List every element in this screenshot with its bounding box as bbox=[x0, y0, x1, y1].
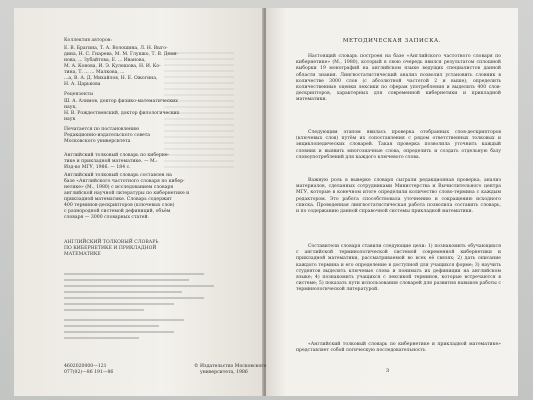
reviewer-line: наук, bbox=[64, 105, 77, 110]
publish-note-line: Редакционно-издательского совета bbox=[64, 133, 151, 138]
author-line: тина, Т. ... ... Малкова, ... bbox=[64, 70, 125, 75]
bib-line: Английский толковый словарь составлен на bbox=[64, 173, 172, 178]
author-line: нова, ... Зубайтова, Е. ... Иванова, bbox=[64, 58, 146, 63]
author-line: ...а, В. А. Д. Михайлов, Н. Е. Ожогина, bbox=[64, 76, 158, 81]
reviewers-heading: Рецензенты bbox=[64, 92, 94, 97]
page-number: 3 bbox=[386, 368, 390, 374]
left-page bbox=[14, 8, 267, 396]
body-paragraph: Важную роль в выверке словаря сыграли редакционная проверка, анализ материалов, сделанных сотрудниками Министерства и Вычислительного центра МГУ, которые в конечном итоге определили количество слово-термина с каждым редактором. Это работа способствовала уточнению и сокращению исходного списка. Проведенная лингвостатистическая работа позволила составить словарь, и по содержанию данной справочной системы прикладной математики. bbox=[296, 178, 501, 215]
open-book bbox=[14, 8, 518, 396]
copyright-line: университета, 1986 bbox=[200, 370, 248, 375]
copyright-line: © Издательство Московского bbox=[194, 364, 267, 369]
bib-line: базе «Английского частотного словаря по кибер- bbox=[64, 179, 185, 184]
body-paragraph: «Английский толковый словарь по кибернетике и прикладной математике» представляет собой логическую последовательность bbox=[296, 342, 501, 354]
bib-line: с разнородной системой дефиниций, объём bbox=[64, 209, 171, 214]
publish-note-line: Печатается по постановлению bbox=[64, 127, 140, 132]
bib-line: Изд-во МГУ, 1986. — 184 с. bbox=[64, 165, 131, 170]
author-line: М. А. Конова, И. Э. Кулешова, Н. И. Ко- bbox=[64, 64, 161, 69]
bib-line: тике и прикладной математике. — М.: bbox=[64, 159, 158, 164]
page-heading: МЕТОДИЧЕСКАЯ ЗАПИСКА. bbox=[342, 38, 442, 44]
reviewer-line: Ш. А. Алимов, доктор физико-математических bbox=[64, 99, 178, 104]
reviewer-line: наук bbox=[64, 117, 76, 122]
bib-line: прикладной математике. Словарь содержит bbox=[64, 197, 172, 202]
author-line: Н. А. Царькова bbox=[64, 82, 101, 87]
body-paragraph: Настоящий словарь построен на базе «Английского частотного словаря по кибернетике» (М., 1980), который в свою очередь явился результатом сплошной выборки 19 монографий на английском языке ведущих специалистов данной области знания. Лингвостатистический анализ позволил установить словник в количестве 3000 слов (с абсолютной частотой 2 и выше), определить количественные оценки лексики по сферам употребления и выделить 400 слов-дескрипторов, характерных для современной кибернетики и прикладной математики. bbox=[296, 54, 501, 103]
title-block-line: АНГЛИЙСКИЙ ТОЛКОВЫЙ СЛОВАРЬ bbox=[64, 240, 159, 245]
right-page bbox=[266, 8, 518, 396]
bib-line: словаря — 3000 словарных статей. bbox=[64, 215, 150, 220]
imprint-lines-graphic bbox=[64, 270, 224, 350]
bib-line: английской научной литературы по кибернетике и bbox=[64, 191, 190, 196]
bib-line: нетике» (М., 1980) с исследованием словаря bbox=[64, 185, 174, 190]
author-line: Е. В. Брагина, Т. А. Волошина, Л. Н. Выго- bbox=[64, 46, 168, 51]
body-paragraph: Следующим этапом явилась проверка отобранных слов-дескрипторов (ключевых слов) путём их сопоставления с рядом ответственных толковых и энциклопедических словарей. Такая проверка позволила уточнить каждый словник и выявить многозначные слова, определить и создать отдельную базу словоупотреблений для каждого ключевого слова. bbox=[296, 130, 501, 160]
title-block-line: ПО КИБЕРНЕТИКЕ И ПРИКЛАДНОЙ bbox=[64, 246, 157, 251]
bib-line: 400 терминов-дескрипторов (ключевых слов) bbox=[64, 203, 175, 208]
collective-heading: Коллектив авторов: bbox=[64, 38, 112, 43]
reviewer-line: Н. В. Рождественский, доктор филологических bbox=[64, 111, 180, 116]
catalog-line: 4602020000—121 bbox=[64, 364, 107, 369]
author-line: дина, Н. С. Гнарева, М. М. Глушко, Т. В. Демя- bbox=[64, 52, 179, 57]
bib-line: Английский толковый словарь по киберне- bbox=[64, 153, 170, 158]
publish-note-line: Московского университета bbox=[64, 139, 131, 144]
catalog-line: 077(02)—86 191—86 bbox=[64, 370, 114, 375]
title-block-line: МАТЕМАТИКЕ bbox=[64, 252, 101, 257]
body-paragraph: Составители словаря ставили следующие цели: 1) познакомить обучающихся с английской терминологической системой современной кибернетики и прикладной математики, рассматриваемой во всех её связях; 2) дать описание каждого термина и его определение в доступной для учащихся форме; 3) научить студентов выделять ключевые слова и понимать их дефиниции на английском языке; 4) познакомить учащихся с лексикой терминов, которые встречаются в системе; 5) показать пути использования словарей для развития навыков работы с терминологической литературой. bbox=[296, 244, 501, 293]
